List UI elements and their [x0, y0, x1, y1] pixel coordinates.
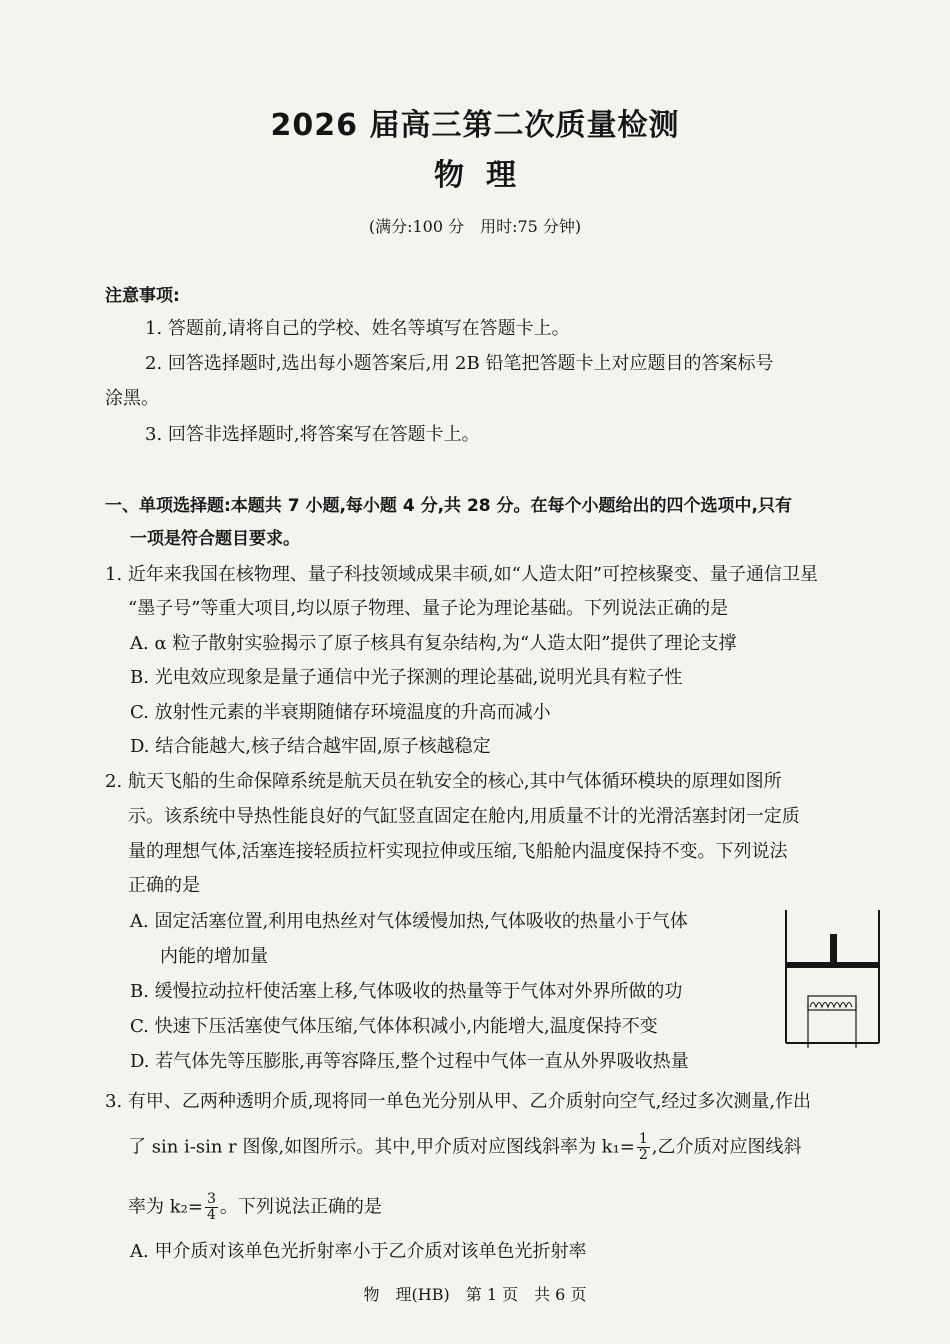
q2-option-b: B. 缓慢拉动拉杆使活塞上移,气体吸收的热量等于气体对外界所做的功 [130, 981, 683, 1002]
q3-stem-cont-1 [128, 1132, 802, 1163]
q2-option-a: A. 固定活塞位置,利用电热丝对气体缓慢加热,气体吸收的热量小于气体 [130, 911, 688, 932]
exam-title: 2026 届高三第二次质量检测 [270, 108, 680, 143]
page-footer: 物 理(HB) 第 1 页 共 6 页 [363, 1285, 587, 1304]
q3-stem-text-3: 率为 k₂= [128, 1196, 203, 1218]
notice-item-2: 2. 回答选择题时,选出每小题答案后,用 2B 铅笔把答题卡上对应题目的答案标号 [145, 353, 774, 374]
notice-item-2-cont: 涂黑。 [105, 388, 159, 409]
q2-stem-cont-2: 量的理想气体,活塞连接轻质拉杆实现拉伸或压缩,飞船舱内温度保持不变。下列说法 [128, 841, 788, 862]
k1-numerator: 1 [638, 1131, 648, 1147]
q2-stem-cont-1: 示。该系统中导热性能良好的气缸竖直固定在舱内,用质量不计的光滑活塞封闭一定质 [128, 806, 800, 827]
notice-item-3: 3. 回答非选择题时,将答案写在答题卡上。 [145, 424, 480, 445]
heater-coil [810, 1003, 852, 1008]
k1-fraction [637, 1132, 650, 1163]
q1-option-c: C. 放射性元素的半衰期随储存环境温度的升高而减小 [130, 702, 551, 723]
q1-option-d: D. 结合能越大,核子结合越牢固,原子核越稳定 [130, 736, 491, 757]
section-heading-cont: 一项是符合题目要求。 [130, 529, 300, 549]
q3-option-a: A. 甲介质对该单色光折射率小于乙介质对该单色光折射率 [130, 1241, 587, 1262]
q3-stem: 3. 有甲、乙两种透明介质,现将同一单色光分别从甲、乙介质射向空气,经过多次测量,作出 [105, 1091, 812, 1112]
exam-info: (满分:100 分 用时:75 分钟) [368, 217, 582, 236]
q3-stem-text-1: 了 sin i-sin r 图像,如图所示。其中,甲介质对应图线斜率为 k₁= [128, 1136, 635, 1158]
q3-stem-cont-2 [128, 1192, 382, 1223]
notice-heading: 注意事项: [105, 286, 180, 306]
subject-title: 物理 [434, 158, 538, 193]
section-heading: 一、单项选择题:本题共 7 小题,每小题 4 分,共 28 分。在每个小题给出的四个选项中,只有 [105, 496, 792, 516]
q1-stem: 1. 近年来我国在核物理、量子科技领域成果丰硕,如“人造太阳”可控核聚变、量子通信卫星 [105, 564, 819, 585]
q2-stem: 2. 航天飞船的生命保障系统是航天员在轨安全的核心,其中气体循环模块的原理如图所 [105, 771, 782, 792]
k2-fraction [205, 1192, 218, 1223]
cylinder-figure [782, 908, 882, 1048]
q2-option-c: C. 快速下压活塞使气体压缩,气体体积减小,内能增大,温度保持不变 [130, 1016, 658, 1037]
pull-rod [830, 934, 837, 964]
k2-numerator: 3 [206, 1191, 216, 1207]
q1-stem-cont: “墨子号”等重大项目,均以原子物理、量子论为理论基础。下列说法正确的是 [128, 598, 729, 619]
q2-option-d: D. 若气体先等压膨胀,再等容降压,整个过程中气体一直从外界吸收热量 [130, 1051, 689, 1072]
notice-item-1: 1. 答题前,请将自己的学校、姓名等填写在答题卡上。 [145, 318, 570, 339]
q1-option-b: B. 光电效应现象是量子通信中光子探测的理论基础,说明光具有粒子性 [130, 667, 683, 688]
q3-stem-text-4: 。下列说法正确的是 [219, 1196, 382, 1218]
q2-option-a-cont: 内能的增加量 [160, 946, 268, 967]
k2-denominator: 4 [206, 1207, 216, 1223]
k1-denominator: 2 [638, 1147, 648, 1163]
q2-stem-cont-3: 正确的是 [128, 875, 200, 896]
q1-option-a: A. α 粒子散射实验揭示了原子核具有复杂结构,为“人造太阳”提供了理论支撑 [130, 633, 737, 654]
q3-stem-text-2: ,乙介质对应图线斜 [651, 1136, 802, 1158]
